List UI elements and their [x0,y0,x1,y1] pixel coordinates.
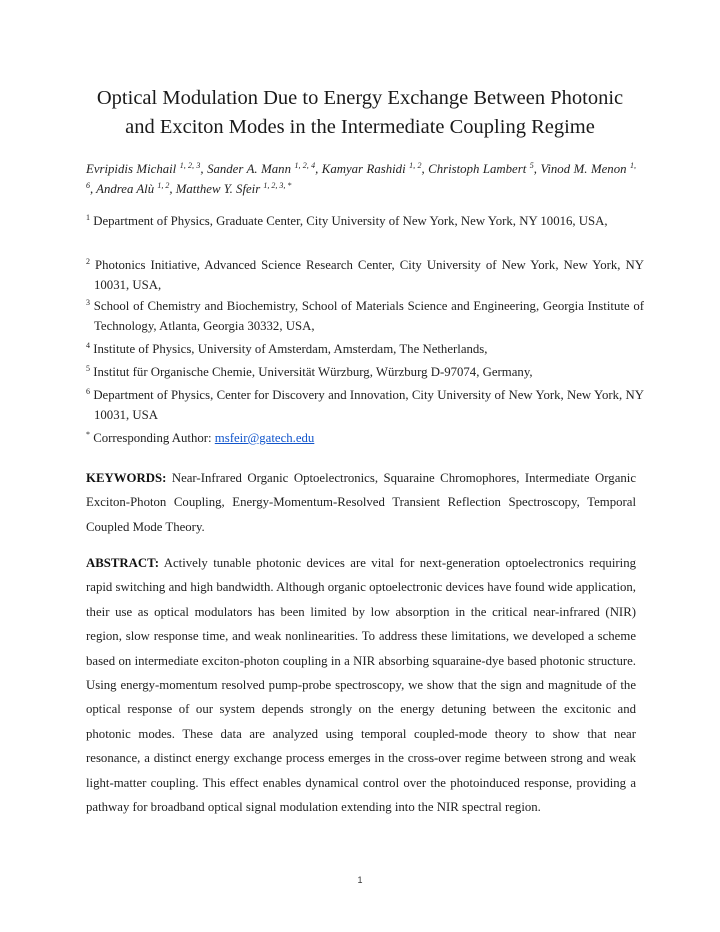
keywords-section [86,466,636,539]
author-list [86,159,636,199]
affiliation-5: $^5$ Institut für Organische Chemie, Universität Würzburg, Würzburg D-97074, Germany, [86,364,533,379]
affiliation-3: $^3$ School of Chemistry and Biochemistry, School of Materials Science and Engineering, Georgia Institute of Technology, Atlanta, Georgia 30332, USA, [86,298,644,333]
author: Andrea Alù $^{1, 2}$, [96,181,176,196]
corresponding-author: * Corresponding Author: msfeir@gatech.edu [86,430,315,445]
keywords-text: Near-Infrared Organic Optoelectronics, Squaraine Chromophores, Intermediate Organic Exciton-Photon Coupling, Energy-Momentum-Resolved Transient Reflection Spectroscopy, Temporal Coupled Mode Theory. [86,471,637,534]
page-number: 1 [357,875,363,885]
keywords-heading: KEYWORDS: [86,471,167,485]
abstract-section [86,551,636,819]
title-line-2: and Exciton Modes in the Intermediate Coupling Regime [125,116,595,138]
paper-title [60,84,660,142]
affiliation-1: $^1$ Department of Physics, Graduate Center, City University of New York, New York, NY 10016, USA, [86,213,608,228]
author: Matthew Y. Sfeir $^{1, 2, 3, *}$ [175,181,292,196]
affiliation-6: $^6$ Department of Physics, Center for Discovery and Innovation, City University of New York, New York, NY 10031, USA [86,387,644,422]
author: Christoph Lambert $^5$, [428,161,541,176]
author: Evripidis Michail $^{1, 2, 3}$, [86,161,208,176]
author: Kamyar Rashidi $^{1, 2}$, [321,161,429,176]
title-line-1: Optical Modulation Due to Energy Exchange Between Photonic [96,87,624,109]
author: Sander A. Mann $^{1, 2, 4}$, [207,161,322,176]
abstract-heading: ABSTRACT: [86,556,160,570]
abstract-text: Actively tunable photonic devices are vital for next-generation optoelectronics requiring rapid switching and high bandwidth. Although organic optoelectronic devices have found wide application, their use as optical modulators has been limited by low absorption in the critical near-infrared (NIR) region, slow response time, and weak nonlinearities. To address these limitations, we developed a scheme based on intermediate exciton-photon coupling in a NIR absorbing squaraine-dye based photonic structure. Using energy-momentum resolved pump-probe spectroscopy, we show that the sign and magnitude of the optical response of our system depends strongly on the energy detuning between the excitonic and photonic modes. These data are analyzed using temporal coupled-mode theory to show that near resonance, a distinct energy exchange process emerges in the cross-over regime between strong and weak light-matter coupling. This effect enables dynamical control over the photoinduced response, providing a pathway for broadband optical signal modulation extending into the NIR spectral region. [86,556,636,815]
affiliation-4: $^4$ Institute of Physics, University of Amsterdam, Amsterdam, The Netherlands, [86,341,488,356]
affiliation-2: $^2$ Photonics Initiative, Advanced Science Research Center, City University of New York, New York, NY 10031, USA, [86,257,645,292]
email-link[interactable]: msfeir@gatech.edu [214,431,315,445]
author: Vinod M. Menon $^{1, 6}$, [86,161,637,196]
